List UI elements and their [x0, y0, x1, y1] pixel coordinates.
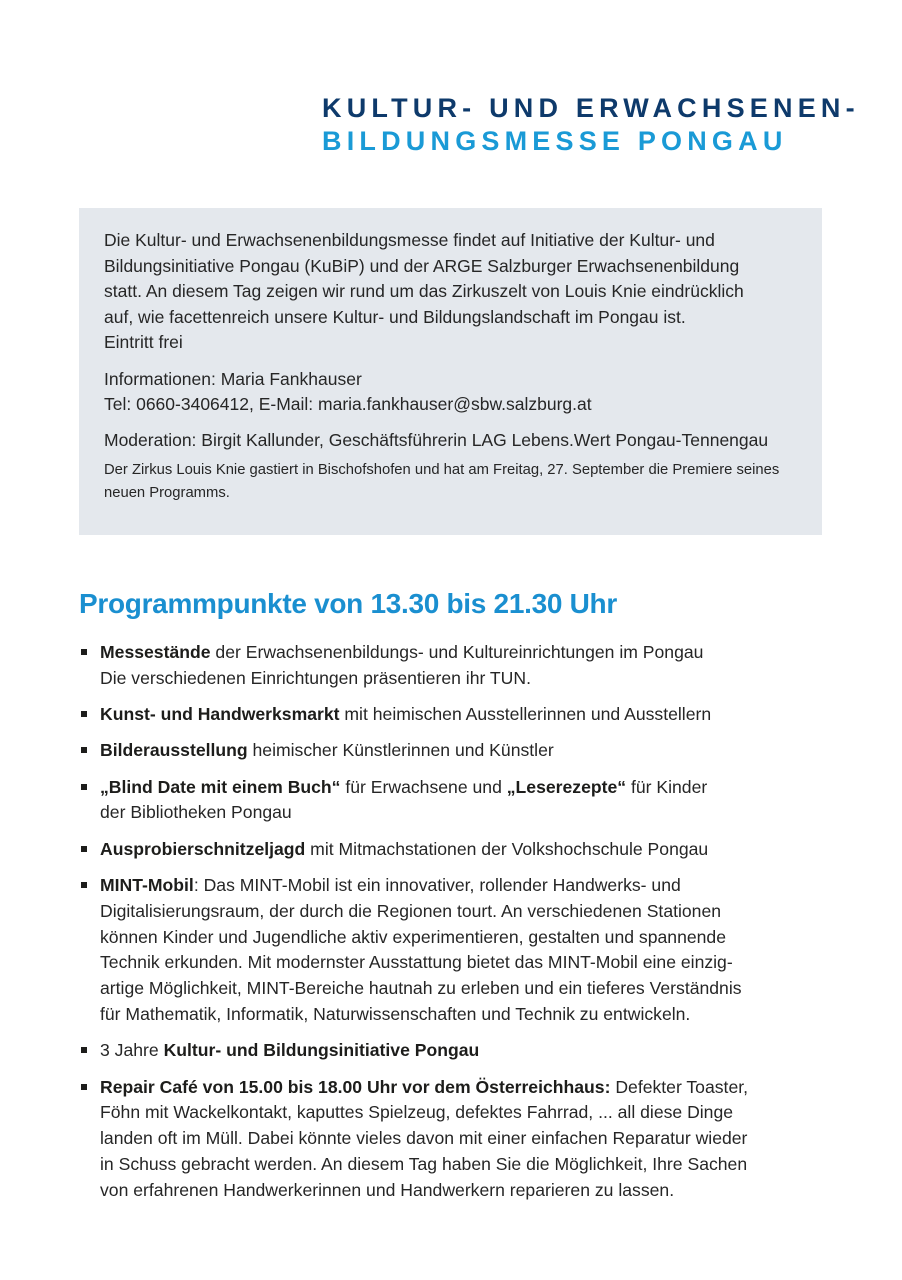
page-title [322, 92, 860, 158]
program-item-line [100, 775, 820, 801]
program-title: Programmpunkte von 13.30 bis 21.30 Uhr [79, 588, 617, 619]
program-item-text: für Mathematik, Informatik, Naturwissenschaften und Technik zu entwickeln. [100, 1004, 691, 1025]
moderation-line: Moderation: Birgit Kallunder, Geschäftsführerin LAG Lebens.Wert Pongau-Tennengau [104, 429, 769, 450]
square-bullet-icon [81, 1084, 87, 1090]
square-bullet-icon [81, 649, 87, 655]
square-bullet-icon [81, 747, 87, 753]
title-line-1: KULTUR- UND ERWACHSENEN- [322, 93, 860, 124]
program-item-line [100, 640, 820, 666]
program-item [100, 873, 820, 1028]
program-item-line [100, 666, 820, 692]
square-bullet-icon [81, 882, 87, 888]
program-item-highlight: Kunst- und Handwerksmarkt [100, 704, 340, 725]
program-item [100, 837, 820, 863]
program-item [100, 1038, 820, 1064]
program-item-line [100, 837, 820, 863]
program-item-text: von erfahrenen Handwerkerinnen und Handwerkern reparieren zu lassen. [100, 1179, 675, 1200]
contact-name: Informationen: Maria Fankhauser [104, 368, 362, 389]
program-item-highlight: Bilderausstellung [100, 740, 248, 761]
program-item-text: Defekter Toaster, [610, 1076, 748, 1097]
program-item-text: Technik erkunden. Mit modernster Ausstattung bietet das MINT-Mobil eine einzig- [100, 952, 733, 973]
program-item-line [100, 1075, 820, 1101]
program-item-line [100, 1100, 820, 1126]
program-item-line [100, 702, 820, 728]
program-item-highlight: „Leserezepte“ [506, 776, 627, 797]
program-item-line [100, 1152, 820, 1178]
program-item-highlight: MINT-Mobil [100, 875, 194, 896]
program-item-line [100, 1126, 820, 1152]
square-bullet-icon [81, 711, 87, 717]
program-item-text: Digitalisierungsraum, der durch die Regionen tourt. An verschiedenen Stationen [100, 900, 722, 921]
program-item-text: heimischer Künstlerinnen und Künstler [247, 740, 554, 761]
program-item-line [100, 1178, 820, 1204]
program-item [100, 775, 820, 827]
program-item-line [100, 950, 820, 976]
program-item [100, 640, 820, 692]
program-item-line [100, 873, 820, 899]
program-item-text: für Kinder [626, 776, 708, 797]
intro-line: statt. An diesem Tag zeigen wir rund um das Zirkuszelt von Louis Knie eindrücklich [104, 281, 744, 301]
program-item-highlight: Repair Café von 15.00 bis 18.00 Uhr vor dem Österreichhaus: [100, 1076, 611, 1097]
square-bullet-icon [81, 846, 87, 852]
program-item-text: können Kinder und Jugendliche aktiv experimentieren, gestalten und spannende [100, 926, 726, 947]
program-item-line [100, 925, 820, 951]
program-item-text: landen oft im Müll. Dabei könnte vieles davon mit einer einfachen Reparatur wieder [100, 1128, 748, 1149]
program-item-text: für Erwachsene und [340, 776, 507, 797]
program-item-text: der Bibliotheken Pongau [100, 802, 292, 823]
program-item-line [100, 738, 820, 764]
program-item [100, 702, 820, 728]
program-item-highlight: „Blind Date mit einem Buch“ [100, 776, 341, 797]
program-item-line [100, 899, 820, 925]
program-item-highlight: Kultur- und Bildungsinitiative Pongau [163, 1040, 480, 1061]
square-bullet-icon [81, 1047, 87, 1053]
admission-line: Eintritt frei [104, 332, 183, 352]
program-item-text: der Erwachsenenbildungs- und Kultureinrichtungen im Pongau [210, 642, 704, 662]
info-box [79, 208, 822, 535]
contact-details: Tel: 0660-3406412, E-Mail: maria.fankhauser@sbw.salzburg.at [104, 394, 592, 414]
program-item-line [100, 976, 820, 1002]
program-item-text: artige Möglichkeit, MINT-Bereiche hautnah zu erleben und ein tieferes Verständnis [100, 978, 742, 999]
program-item-highlight: Messestände [100, 642, 211, 662]
program-item-text: mit heimischen Ausstellerinnen und Ausstellern [339, 704, 712, 725]
program-item-text: Föhn mit Wackelkontakt, kaputtes Spielzeug, defektes Fahrrad, ... all diese Dinge [100, 1102, 734, 1123]
program-item-line [100, 800, 820, 826]
program-item-text: Die verschiedenen Einrichtungen präsentieren ihr TUN. [100, 667, 531, 688]
program-item-line [100, 1002, 820, 1028]
program-item-text: 3 Jahre [100, 1040, 164, 1061]
program-item [100, 1075, 820, 1204]
program-item-text: mit Mitmachstationen der Volkshochschule Pongau [305, 838, 709, 859]
title-line-2: BILDUNGSMESSE PONGAU [322, 126, 788, 157]
intro-line: auf, wie facettenreich unsere Kultur- und Bildungslandschaft im Pongau ist. [104, 306, 686, 327]
program-item-text: : Das MINT-Mobil ist ein innovativer, rollender Handwerks- und [193, 875, 681, 896]
program-item-highlight: Ausprobierschnitzeljagd [100, 838, 306, 859]
square-bullet-icon [81, 784, 87, 790]
program-item-text: in Schuss gebracht werden. An diesem Tag haben Sie die Möglichkeit, Ihre Sachen [100, 1154, 748, 1175]
intro-line: Die Kultur- und Erwachsenenbildungsmesse findet auf Initiative der Kultur- und [104, 230, 715, 250]
program-item-line [100, 1038, 820, 1064]
intro-line: Bildungsinitiative Pongau (KuBiP) und der ARGE Salzburger Erwachsenenbildung [104, 255, 740, 276]
program-item [100, 738, 820, 764]
circus-note: Der Zirkus Louis Knie gastiert in Bischofshofen und hat am Freitag, 27. September die Premiere seines neuen Programms. [104, 462, 780, 501]
program-list [100, 640, 820, 1214]
